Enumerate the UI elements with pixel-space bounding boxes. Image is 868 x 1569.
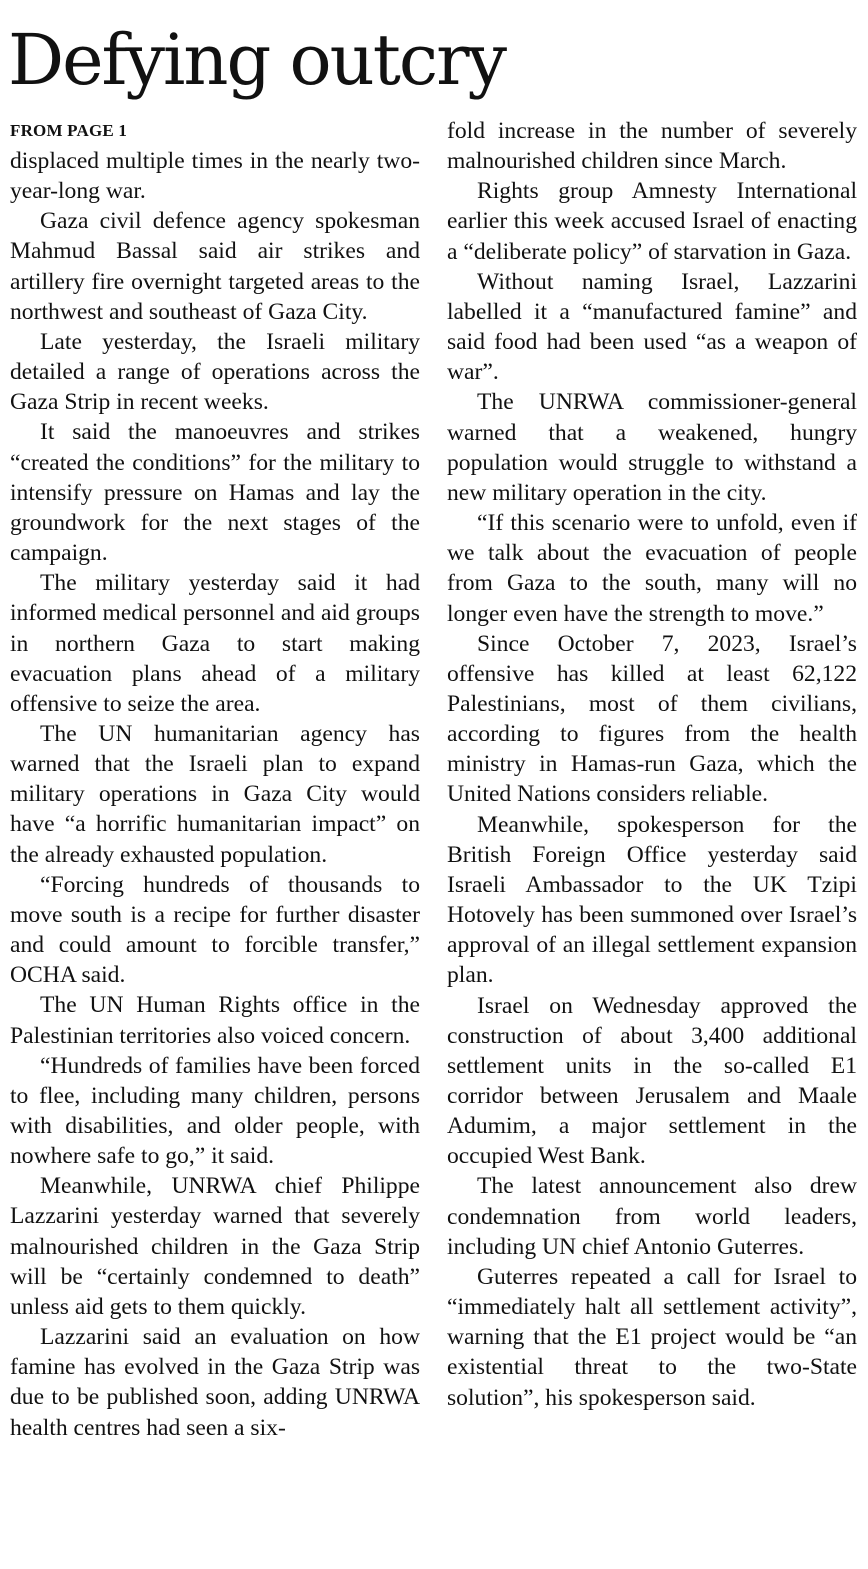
- paragraph: Gaza civil defence agency spokesman Mahmud Bassal said air strikes and artillery fire overnight targeted areas to the northwest and southeast of Gaza City.: [10, 208, 420, 325]
- paragraph: The UN humanitarian agency has warned that the Israeli plan to expand military operations in Gaza City would have “a horrific humanitarian impact” on the already exhausted population.: [10, 720, 420, 868]
- paragraph: Guterres repeated a call for Israel to “immediately halt all settlement activity”, warning that the E1 project would be “an existential threat to the two-State solution”, his spokesperson said.: [447, 1263, 857, 1411]
- paragraph: “Hundreds of families have been forced to flee, including many children, persons with disabilities, and older people, with nowhere safe to go,” it said.: [10, 1052, 420, 1170]
- paragraph: Lazzarini said an evaluation on how famine has evolved in the Gaza Strip was due to be published soon, adding UNRWA health centres had seen a six-: [10, 1324, 420, 1441]
- paragraph: Without naming Israel, Lazzarini labelled it a “manufactured famine” and said food had been used “as a weapon of war”.: [447, 268, 857, 386]
- headline: Defying outcry: [8, 19, 506, 101]
- paragraph: The military yesterday said it had informed medical personnel and aid groups in northern Gaza to start making evacuation plans ahead of a military offensive to seize the area.: [10, 570, 420, 717]
- paragraph: Meanwhile, UNRWA chief Philippe Lazzarini yesterday warned that severely malnourished children in the Gaza Strip will be “certainly condemned to death” unless aid gets to them quickly.: [10, 1173, 420, 1320]
- paragraph: It said the manoeuvres and strikes “created the conditions” for the military to intensify pressure on Hamas and lay the groundwork for the next stages of the campaign.: [10, 419, 420, 567]
- paragraph: Israel on Wednesday approved the construction of about 3,400 additional settlement units in the so-called E1 corridor between Jerusalem and Maale Adumim, a major settlement in the occupied West Bank.: [447, 992, 857, 1170]
- article-column-right: [447, 116, 857, 1413]
- paragraph: “Forcing hundreds of thousands to move south is a recipe for further disaster and could amount to forcible transfer,” OCHA said.: [10, 871, 420, 989]
- article-column-left: [10, 116, 420, 1443]
- paragraph: The latest announcement also drew condemnation from world leaders, including UN chief Antonio Guterres.: [447, 1173, 857, 1260]
- paragraph: displaced multiple times in the nearly two-year-long war.: [10, 148, 420, 205]
- paragraph: Meanwhile, spokesperson for the British Foreign Office yesterday said Israeli Ambassador to the UK Tzipi Hotovely has been summoned over Israel’s approval of an illegal settlement expansion plan.: [447, 811, 857, 989]
- paragraph: “If this scenario were to unfold, even if we talk about the evacuation of people from Gaza to the south, many will no longer even have the strength to move.”: [447, 510, 857, 627]
- paragraph: Late yesterday, the Israeli military detailed a range of operations across the Gaza Strip in recent weeks.: [10, 328, 420, 416]
- paragraph: fold increase in the number of severely malnourished children since March.: [447, 118, 857, 175]
- continuation-kicker: FROM PAGE 1: [10, 121, 128, 140]
- paragraph: The UN Human Rights office in the Palestinian territories also voiced concern.: [10, 992, 420, 1049]
- paragraph: The UNRWA commissioner-general warned that a weakened, hungry population would struggle to withstand a new military operation in the city.: [447, 389, 857, 506]
- paragraph: Since October 7, 2023, Israel’s offensive has killed at least 62,122 Palestinians, most of them civilians, according to figures from the health ministry in Hamas-run Gaza, which the United Nations considers reliable.: [447, 630, 857, 808]
- paragraph: Rights group Amnesty International earlier this week accused Israel of enacting a “deliberate policy” of starvation in Gaza.: [447, 178, 857, 265]
